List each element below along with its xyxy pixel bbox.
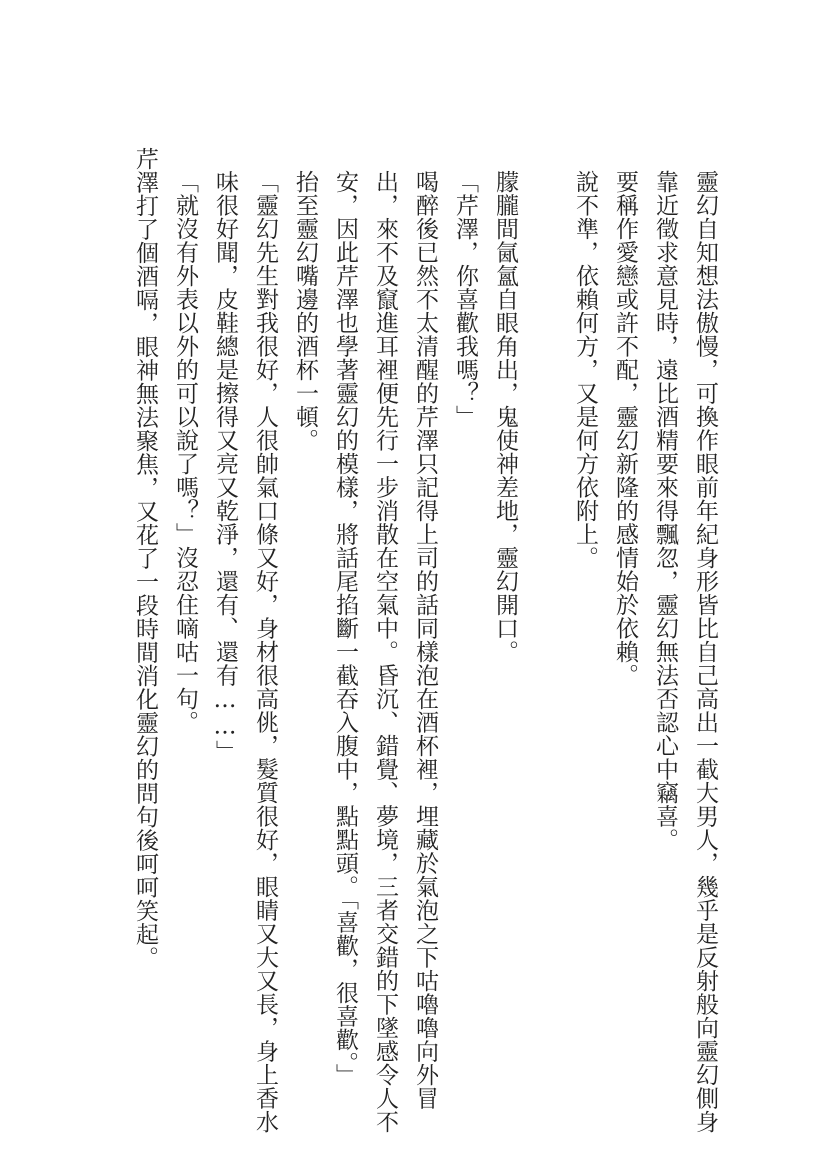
paragraph-5: 「芹澤，你喜歡我嗎？」 xyxy=(452,170,478,429)
paragraph-8: 「靈幻先生對我很好，人很帥氣口條又好，身材很高佻，髮質很好，眼睛又大又長，身上香水味很好聞，皮鞋總是擦得又亮又乾淨，還有、還有……」 xyxy=(212,170,278,1134)
paragraph-3: 說不準，依賴何方，又是何方依附上。 xyxy=(572,170,598,570)
paragraph-1: 靈幻自知想法傲慢，可換作眼前年紀身形皆比自己高出一截大男人，幾乎是反射般向靈幻側身靠近徵求意見時，遠比酒精要來得飄忽，靈幻無法否認心中竊喜。 xyxy=(652,170,718,1134)
blank-line xyxy=(525,147,565,1137)
paragraph-7: 抬至靈幻嘴邊的酒杯一頓。 xyxy=(292,170,318,452)
paragraph-2: 要稱作愛戀或許不配，靈幻新隆的感情始於依賴。 xyxy=(612,170,638,687)
paragraph-6: 喝醉後已然不太清醒的芹澤只記得上司的話同樣泡在酒杯裡，埋藏於氣泡之下咕嚕嚕向外冒出，來不及竄進耳裡便先行一步消散在空氣中。昏沉、錯覺、夢境，三者交錯的下墜感令人不安，因此芹澤也學著靈幻的模樣，將話尾掐斷一截吞入腹中，點點頭。「喜歡，很喜歡。」 xyxy=(332,170,438,1134)
paragraph-10: 芹澤打了個酒嗝，眼神無法聚焦，又花了一段時間消化靈幻的問句後呵呵笑起。 xyxy=(132,147,158,970)
paragraph-4: 朦朧間氤氳自眼角出，鬼使神差地，靈幻開口。 xyxy=(492,170,518,664)
paragraph-9: 「就沒有外表以外的可以說了嗎？」沒忍住嘀咕一句。 xyxy=(172,170,198,734)
vertical-text-body xyxy=(125,147,725,1137)
